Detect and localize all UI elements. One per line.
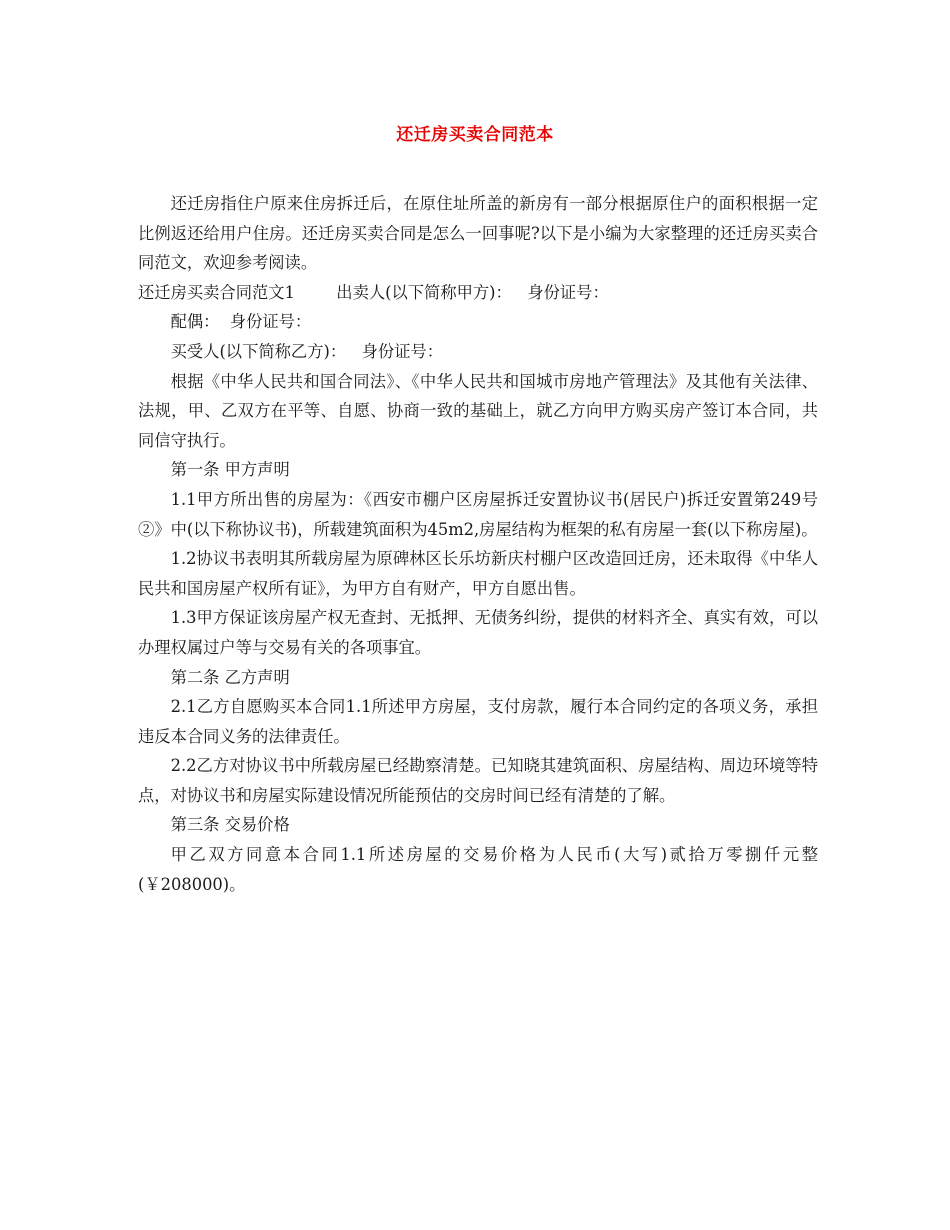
paragraph-legal-basis: 根据《中华人民共和国合同法》、《中华人民共和国城市房地产管理法》及其他有关法律、法规，甲、乙双方在平等、自愿、协商一致的基础上，就乙方向甲方购买房产签订本合同，共同信守执行。 [138, 371, 818, 450]
paragraph-buyer: 买受人(以下简称乙方)： 身份证号： [170, 341, 444, 361]
clause-2-1: 2.1乙方自愿购买本合同1.1所述甲方房屋，支付房款，履行本合同约定的各项义务，承担违反本合同义务的法律责任。 [138, 697, 818, 746]
section-heading-article-2: 第二条 乙方声明 [170, 667, 290, 687]
document-body [138, 189, 818, 899]
paragraph-seller: 还迁房买卖合同范文1 出卖人(以下简称甲方)： 身份证号： [138, 282, 609, 302]
clause-2-2: 2.2乙方对协议书中所载房屋已经勘察清楚。已知晓其建筑面积、房屋结构、周边环境等特点，对协议书和房屋实际建设情况所能预估的交房时间已经有清楚的了解。 [138, 756, 818, 805]
paragraph-spouse: 配偶： 身份证号： [170, 312, 312, 332]
section-heading-article-3: 第三条 交易价格 [170, 815, 290, 835]
clause-1-1: 1.1甲方所出售的房屋为：《西安市棚户区房屋拆迁安置协议书(居民户)拆迁安置第249号②》中(以下称协议书)，所载建筑面积为45m2,房屋结构为框架的私有房屋一套(以下称房屋)。 [138, 489, 818, 539]
clause-1-2: 1.2协议书表明其所载房屋为原碑林区长乐坊新庆村棚户区改造回迁房，还未取得《中华人民共和国房屋产权所有证》，为甲方自有财产，甲方自愿出售。 [138, 549, 818, 598]
paragraph-intro: 还迁房指住户原来住房拆迁后，在原住址所盖的新房有一部分根据原住户的面积根据一定比例返还给用户住房。还迁房买卖合同是怎么一回事呢?以下是小编为大家整理的还迁房买卖合同范文，欢迎参考阅读。 [138, 194, 818, 273]
document-title: 还迁房买卖合同范本 [396, 125, 554, 145]
clause-3-price: 甲乙双方同意本合同1.1所述房屋的交易价格为人民币(大写)贰拾万零捌仟元整(￥208000)。 [138, 845, 818, 894]
section-heading-article-1: 第一条 甲方声明 [170, 460, 290, 480]
clause-1-3: 1.3甲方保证该房屋产权无查封、无抵押、无债务纠纷，提供的材料齐全、真实有效，可以办理权属过户等与交易有关的各项事宜。 [138, 608, 818, 657]
